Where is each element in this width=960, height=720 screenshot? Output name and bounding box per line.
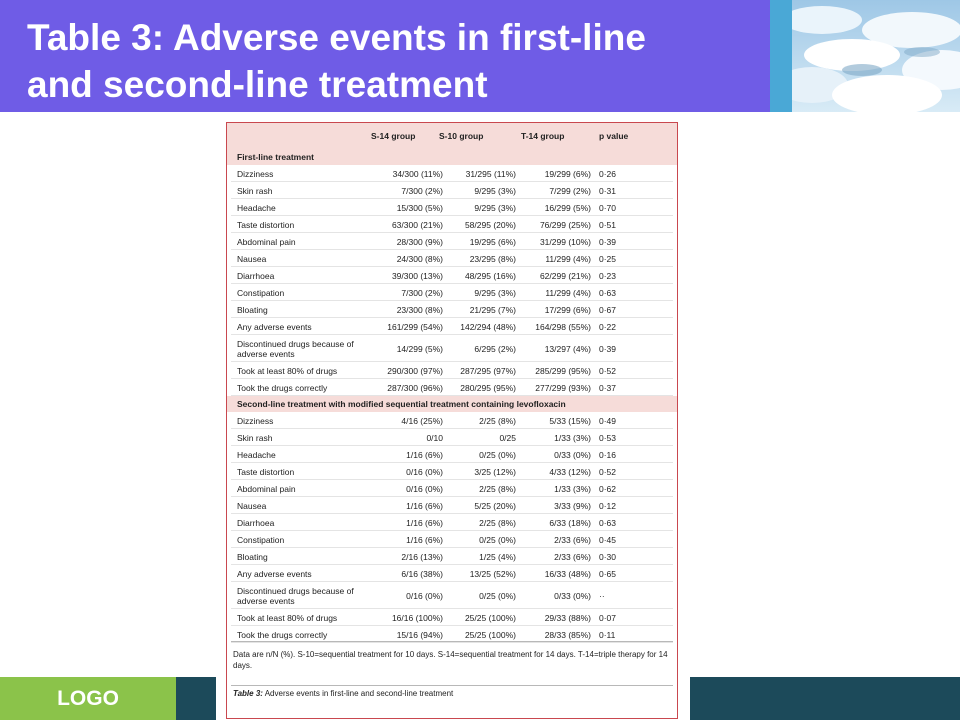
table-cell: 24/300 (8%) <box>396 253 443 264</box>
table-cell: 0/16 (0%) <box>406 466 443 477</box>
table-cell: ·· <box>599 590 605 601</box>
table-cell: 280/295 (95%) <box>460 382 516 393</box>
table-row <box>227 362 677 379</box>
table-row <box>227 429 677 446</box>
table-row <box>227 267 677 284</box>
table-cell: 287/300 (96%) <box>387 382 443 393</box>
footnote-divider <box>231 641 673 642</box>
table-cell: 290/300 (97%) <box>387 365 443 376</box>
table-cell: 5/25 (20%) <box>474 500 516 511</box>
table-cell: 7/300 (2%) <box>401 287 443 298</box>
table-cell: 3/25 (12%) <box>474 466 516 477</box>
row-label: Constipation <box>237 534 285 545</box>
row-label: Bloating <box>237 551 268 562</box>
row-label: Bloating <box>237 304 268 315</box>
caption-text: Adverse events in first-line and second-line treatment <box>262 689 454 698</box>
table-row <box>227 318 677 335</box>
section-header-row <box>227 149 677 165</box>
table-cell: 6/295 (2%) <box>474 343 516 354</box>
table-row <box>227 250 677 267</box>
table-cell: 2/25 (8%) <box>479 483 516 494</box>
table-cell: 0/16 (0%) <box>406 590 443 601</box>
table-cell: 58/295 (20%) <box>464 219 516 230</box>
table-cell: 287/295 (97%) <box>460 365 516 376</box>
table-cell: 39/300 (13%) <box>391 270 443 281</box>
table-cell: 9/295 (3%) <box>474 185 516 196</box>
table-cell: 0·26 <box>599 168 617 179</box>
table-cell: 23/295 (8%) <box>469 253 516 264</box>
table-cell: 0·65 <box>599 568 617 579</box>
table-cell: 285/299 (95%) <box>535 365 591 376</box>
table-cell: 0·70 <box>599 202 617 213</box>
table-cell: 5/33 (15%) <box>549 415 591 426</box>
table-cell: 6/33 (18%) <box>549 517 591 528</box>
table-cell: 0/16 (0%) <box>406 483 443 494</box>
table-cell: 19/295 (6%) <box>469 236 516 247</box>
table-cell: 63/300 (21%) <box>391 219 443 230</box>
table-cell: 0·11 <box>599 629 616 640</box>
table-cell: 2/33 (6%) <box>554 534 591 545</box>
table-cell: 0·37 <box>599 382 617 393</box>
table-cell: 0·07 <box>599 612 617 623</box>
row-label: Dizziness <box>237 168 274 179</box>
section-header-row <box>227 396 677 412</box>
table-row <box>227 463 677 480</box>
table-cell: 28/33 (85%) <box>544 629 591 640</box>
table-cell: 164/298 (55%) <box>535 321 591 332</box>
table-row <box>227 480 677 497</box>
table-cell: 0·39 <box>599 236 617 247</box>
table-cell: 15/300 (5%) <box>396 202 443 213</box>
table-cell: 31/299 (10%) <box>539 236 591 247</box>
table-cell: 0·63 <box>599 517 617 528</box>
table-cell: 0·12 <box>599 500 617 511</box>
row-label: Headache <box>237 449 276 460</box>
table-cell: 76/299 (25%) <box>539 219 591 230</box>
table-row <box>227 412 677 429</box>
table-cell: 16/33 (48%) <box>544 568 591 579</box>
table-row <box>227 165 677 182</box>
section-title: Second-line treatment with modified sequential treatment containing levofloxacin <box>237 399 566 409</box>
table-cell: 1/16 (6%) <box>406 449 443 460</box>
table-row <box>227 531 677 548</box>
table-row <box>227 582 677 609</box>
table-cell: 16/16 (100%) <box>391 612 443 623</box>
table-cell: 1/33 (3%) <box>554 483 591 494</box>
table-cell: 13/25 (52%) <box>469 568 516 579</box>
row-label: Any adverse events <box>237 321 312 332</box>
table-cell: 25/25 (100%) <box>464 629 516 640</box>
table-cell: 0·51 <box>599 219 617 230</box>
adverse-events-table <box>227 123 677 643</box>
table-cell: 0·23 <box>599 270 617 281</box>
table-cell: 0/10 <box>426 432 443 443</box>
row-label: Took at least 80% of drugs <box>237 612 338 623</box>
snow-landscape-image <box>792 0 960 112</box>
table-cell: 2/25 (8%) <box>479 517 516 528</box>
table-row <box>227 609 677 626</box>
table-cell: 0·45 <box>599 534 617 545</box>
table-cell: 2/25 (8%) <box>479 415 516 426</box>
table-cell: 0·39 <box>599 343 617 354</box>
table-cell: 13/297 (4%) <box>544 343 591 354</box>
row-label: Nausea <box>237 500 267 511</box>
table-cell: 0/25 (0%) <box>479 449 516 460</box>
table-cell: 0·30 <box>599 551 617 562</box>
table-row <box>227 335 677 362</box>
table-cell: 6/16 (38%) <box>401 568 443 579</box>
table-cell: 21/295 (7%) <box>469 304 516 315</box>
column-header: S-14 group <box>371 131 416 141</box>
table-cell: 1/16 (6%) <box>406 500 443 511</box>
table-row <box>227 565 677 582</box>
table-cell: 1/16 (6%) <box>406 517 443 528</box>
table-cell: 2/33 (6%) <box>554 551 591 562</box>
snow-landscape-graphic <box>792 0 960 112</box>
table-cell: 4/33 (12%) <box>549 466 591 477</box>
table-cell: 19/299 (6%) <box>544 168 591 179</box>
table-row <box>227 514 677 531</box>
table-cell: 62/299 (21%) <box>539 270 591 281</box>
table-cell: 25/25 (100%) <box>464 612 516 623</box>
table-cell: 17/299 (6%) <box>544 304 591 315</box>
row-label: Dizziness <box>237 415 274 426</box>
table-cell: 1/25 (4%) <box>479 551 516 562</box>
row-label: Headache <box>237 202 276 213</box>
table-row <box>227 182 677 199</box>
row-label: Took the drugs correctly <box>237 629 328 640</box>
table-cell: 0·25 <box>599 253 617 264</box>
table-cell: 161/299 (54%) <box>387 321 443 332</box>
table-cell: 0/33 (0%) <box>554 449 591 460</box>
table-cell: 3/33 (9%) <box>554 500 591 511</box>
table-cell: 9/295 (3%) <box>474 202 516 213</box>
row-label: Took the drugs correctly <box>237 382 328 393</box>
row-label: Abdominal pain <box>237 483 296 494</box>
table-cell: 1/33 (3%) <box>554 432 591 443</box>
table-cell: 0/33 (0%) <box>554 590 591 601</box>
table-cell: 29/33 (88%) <box>544 612 591 623</box>
table-cell: 7/300 (2%) <box>401 185 443 196</box>
table-cell: 142/294 (48%) <box>460 321 516 332</box>
table-cell: 11/299 (4%) <box>545 287 591 298</box>
table-cell: 0·31 <box>599 185 617 196</box>
title-bar <box>0 0 770 112</box>
row-label: Taste distortion <box>237 466 295 477</box>
table-cell: 1/16 (6%) <box>406 534 443 545</box>
table-cell: 11/299 (4%) <box>545 253 591 264</box>
table-figure <box>216 112 690 720</box>
table-cell: 31/295 (11%) <box>465 168 516 179</box>
table-caption <box>233 689 673 698</box>
table-cell: 0·62 <box>599 483 617 494</box>
logo-text: LOGO <box>57 687 119 710</box>
caption-label: Table 3: <box>233 689 263 698</box>
table-cell: 15/16 (94%) <box>396 629 443 640</box>
table-row <box>227 216 677 233</box>
row-label: Skin rash <box>237 185 273 196</box>
table-row <box>227 301 677 318</box>
row-label: Discontinued drugs because of adverse events <box>237 338 354 359</box>
table-row <box>227 497 677 514</box>
table-header-row <box>227 123 677 149</box>
table-footnote: Data are n/N (%). S-10=sequential treatment for 10 days. S-14=sequential treatment for 14 days. T-14=triple therapy for 14 days. <box>233 650 668 670</box>
row-divider <box>231 642 673 643</box>
table-cell: 34/300 (11%) <box>392 168 443 179</box>
accent-stripe <box>770 0 792 112</box>
table-cell: 0·67 <box>599 304 617 315</box>
column-header <box>237 123 365 149</box>
table-cell: 23/300 (8%) <box>396 304 443 315</box>
table-frame <box>226 122 678 719</box>
row-label: Constipation <box>237 287 285 298</box>
table-row <box>227 379 677 396</box>
row-label: Diarrhoea <box>237 517 275 528</box>
table-cell: 48/295 (16%) <box>464 270 516 281</box>
table-cell: 277/299 (93%) <box>535 382 591 393</box>
row-label: Taste distortion <box>237 219 295 230</box>
row-label: Took at least 80% of drugs <box>237 365 338 376</box>
table-cell: 4/16 (25%) <box>401 415 443 426</box>
table-row <box>227 446 677 463</box>
table-cell: 0/25 (0%) <box>479 590 516 601</box>
table-cell: 0·22 <box>599 321 617 332</box>
table-cell: 9/295 (3%) <box>474 287 516 298</box>
table-row <box>227 284 677 301</box>
column-header: T-14 group <box>521 131 565 141</box>
table-cell: 16/299 (5%) <box>544 202 591 213</box>
table-cell: 28/300 (9%) <box>396 236 443 247</box>
column-header: p value <box>599 131 629 141</box>
row-label: Any adverse events <box>237 568 312 579</box>
table-cell: 0·53 <box>599 432 617 443</box>
column-header: S-10 group <box>439 131 484 141</box>
table-cell: 2/16 (13%) <box>401 551 443 562</box>
table-cell: 0·52 <box>599 466 617 477</box>
row-label: Nausea <box>237 253 267 264</box>
table-cell: 0·49 <box>599 415 617 426</box>
row-label: Discontinued drugs because of adverse events <box>237 585 354 606</box>
table-cell: 0·52 <box>599 365 617 376</box>
row-label: Abdominal pain <box>237 236 296 247</box>
logo-block <box>0 677 176 720</box>
row-label: Skin rash <box>237 432 273 443</box>
table-row <box>227 233 677 250</box>
table-cell: 0/25 <box>499 432 516 443</box>
table-cell: 0·63 <box>599 287 617 298</box>
table-row <box>227 199 677 216</box>
table-row <box>227 548 677 565</box>
caption-divider <box>231 685 673 686</box>
row-label: Diarrhoea <box>237 270 275 281</box>
table-cell: 7/299 (2%) <box>549 185 591 196</box>
table-cell: 14/299 (5%) <box>396 343 443 354</box>
table-cell: 0·16 <box>599 449 617 460</box>
slide-title: Table 3: Adverse events in first-line and second-line treatment <box>27 17 646 105</box>
table-cell: 0/25 (0%) <box>479 534 516 545</box>
section-title: First-line treatment <box>237 152 314 162</box>
